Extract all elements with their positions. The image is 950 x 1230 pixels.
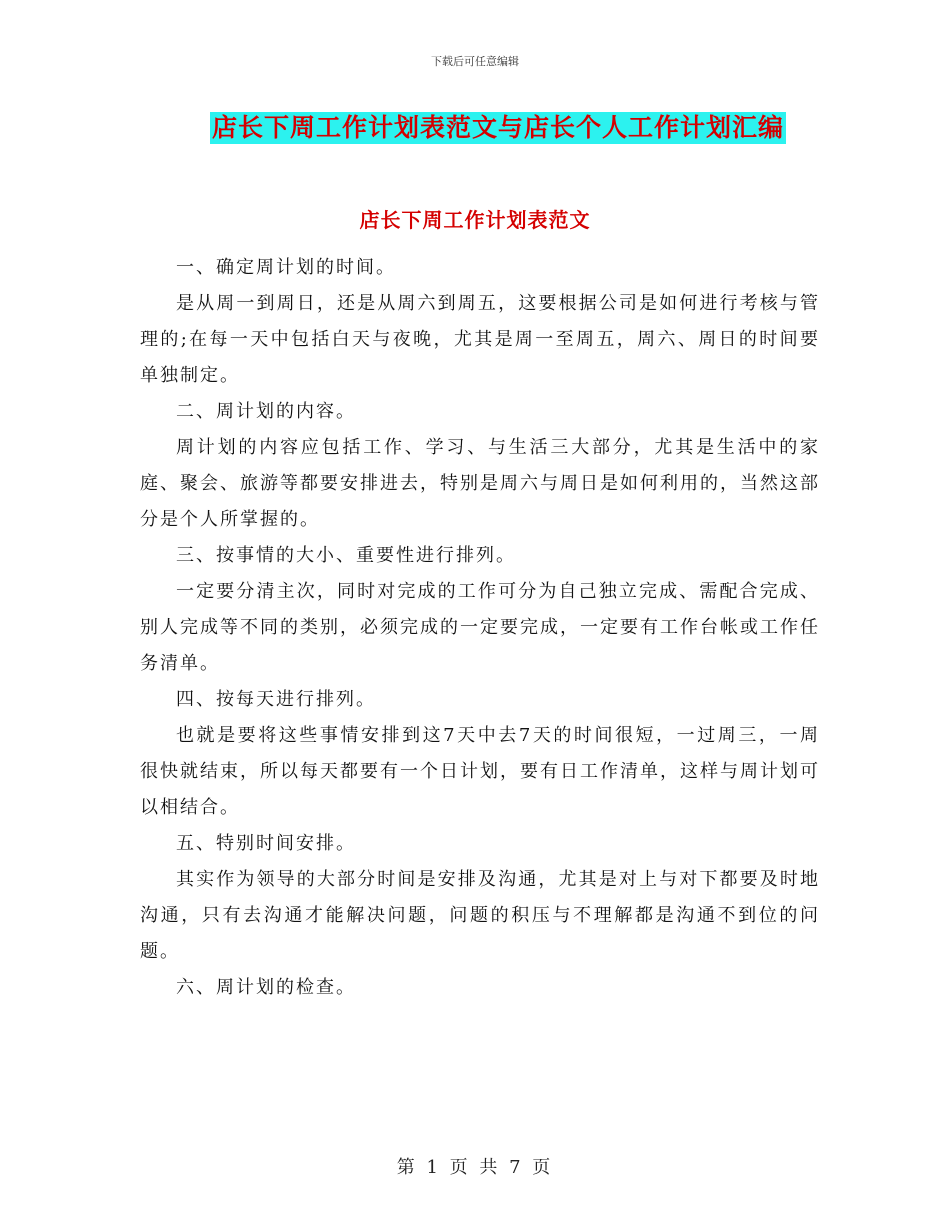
- paragraph: 是从周一到周日，还是从周六到周五，这要根据公司是如何进行考核与管理的;在每一天中包括白天与夜晚，尤其是周一至周五，周六、周日的时间要单独制定。: [140, 293, 820, 386]
- paragraph: 也就是要将这些事情安排到这7天中去7天的时间很短，一过周三，一周很快就结束，所以每天都要有一个日计划，要有日工作清单，这样与周计划可以相结合。: [140, 725, 820, 818]
- main-title-text: 店长下周工作计划表范文与店长个人工作计划汇编: [211, 113, 784, 142]
- paragraph-heading-4: 四、按每天进行排列。: [176, 689, 376, 710]
- section-title: 店长下周工作计划表范文: [359, 208, 591, 232]
- paragraph-heading-6: 六、周计划的检查。: [176, 977, 356, 998]
- main-title: [0, 112, 950, 144]
- paragraph: 一定要分清主次，同时对完成的工作可分为自己独立完成、需配合完成、别人完成等不同的类别，必须完成的一定要完成，一定要有工作台帐或工作任务清单。: [140, 581, 820, 674]
- paragraph-heading-2: 二、周计划的内容。: [176, 401, 356, 422]
- header-note: 下载后可任意编辑: [431, 55, 519, 68]
- paragraph: 周计划的内容应包括工作、学习、与生活三大部分，尤其是生活中的家庭、聚会、旅游等都要安排进去，特别是周六与周日是如何利用的，当然这部分是个人所掌握的。: [140, 437, 820, 530]
- paragraph-heading-1: 一、确定周计划的时间。: [176, 257, 396, 278]
- paragraph-heading-5: 五、特别时间安排。: [176, 833, 356, 854]
- page-number-footer: 第 1 页 共 7 页: [396, 1157, 554, 1178]
- document-body: [140, 250, 820, 1006]
- paragraph-heading-3: 三、按事情的大小、重要性进行排列。: [176, 545, 516, 566]
- paragraph: 其实作为领导的大部分时间是安排及沟通，尤其是对上与对下都要及时地沟通，只有去沟通才能解决问题，问题的积压与不理解都是沟通不到位的问题。: [140, 869, 820, 962]
